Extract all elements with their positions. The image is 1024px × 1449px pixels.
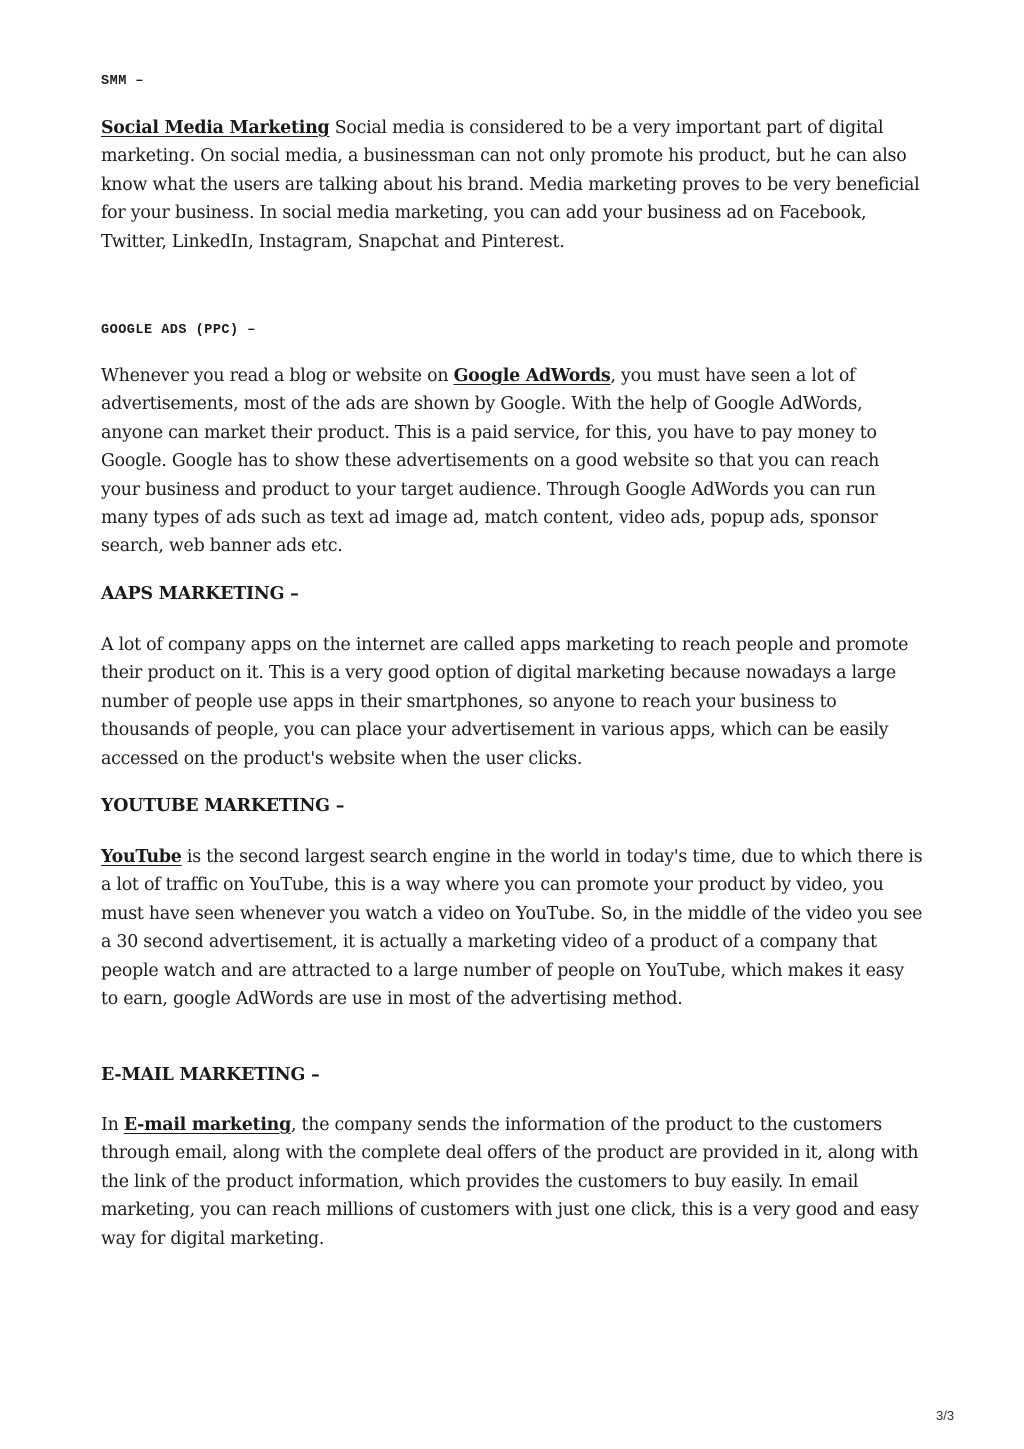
apps-marketing-paragraph: A lot of company apps on the internet are called apps marketing to reach people and promote their product on it. This is a very good option of digital marketing because nowadays a large number of people use apps in their smartphones, so anyone to reach your business to thousands of people, you can place your advertisement in various apps, which can be easily accessed on the product's website when the user clicks. [101,635,909,769]
google-ads-heading: GOOGLE ADS (PPC) – [101,323,256,338]
email-body-after: , the company sends the information of the product to the customers through email, along with the complete deal offers of the product are provided in it, along with the link of the product information, which provides the customers to buy easily. In email marketing, you can reach millions of customers with just one click, this is a very good and easy way for digital marketing. [101,1115,919,1249]
google-ads-body-after: , you must have seen a lot of advertisements, most of the ads are shown by Google. With the help of Google AdWords, anyone can market their product. This is a paid service, for this, you have to pay money to Google. Google has to show these advertisements on a good website so that you can reach your business and product to your target audience. Through Google AdWords you can run many types of ads such as text ad image ad, match content, video ads, popup ads, sponsor search, web banner ads etc. [101,366,880,557]
youtube-marketing-heading: YOUTUBE MARKETING – [101,796,345,816]
smm-paragraph [101,114,923,256]
google-ads-body-before: Whenever you read a blog or website on [101,366,454,386]
social-media-marketing-link[interactable]: Social Media Marketing [101,118,330,138]
smm-body-text: Social media is considered to be a very important part of digital marketing. On social media, a businessman can not only promote his product, but he can also know what the users are talking about his brand. Media marketing proves to be very beneficial for your business. In social media marketing, you can add your business ad on Facebook, Twitter, LinkedIn, Instagram, Snapchat and Pinterest. [101,118,920,252]
youtube-link[interactable]: YouTube [101,847,182,867]
youtube-body-text: is the second largest search engine in the world in today's time, due to which there is a lot of traffic on YouTube, this is a way where you can promote your product by video, you must have seen whenever you watch a video on YouTube. So, in the middle of the video you see a 30 second advertisement, it is actually a marketing video of a product of a company that people watch and are attracted to a large number of people on YouTube, which makes it easy to earn, google AdWords are use in most of the advertising method. [101,847,923,1010]
google-adwords-link[interactable]: Google AdWords [453,366,611,386]
page-number: 3/3 [936,1408,955,1423]
smm-heading: SMM – [101,74,145,89]
apps-marketing-heading: AAPS MARKETING – [101,584,299,604]
email-body-before: In [101,1115,124,1135]
google-ads-paragraph [101,362,923,561]
email-marketing-link[interactable]: E-mail marketing [123,1115,291,1135]
email-marketing-heading: E-MAIL MARKETING – [101,1065,320,1085]
email-marketing-paragraph [101,1111,923,1253]
youtube-marketing-paragraph [101,843,923,1013]
